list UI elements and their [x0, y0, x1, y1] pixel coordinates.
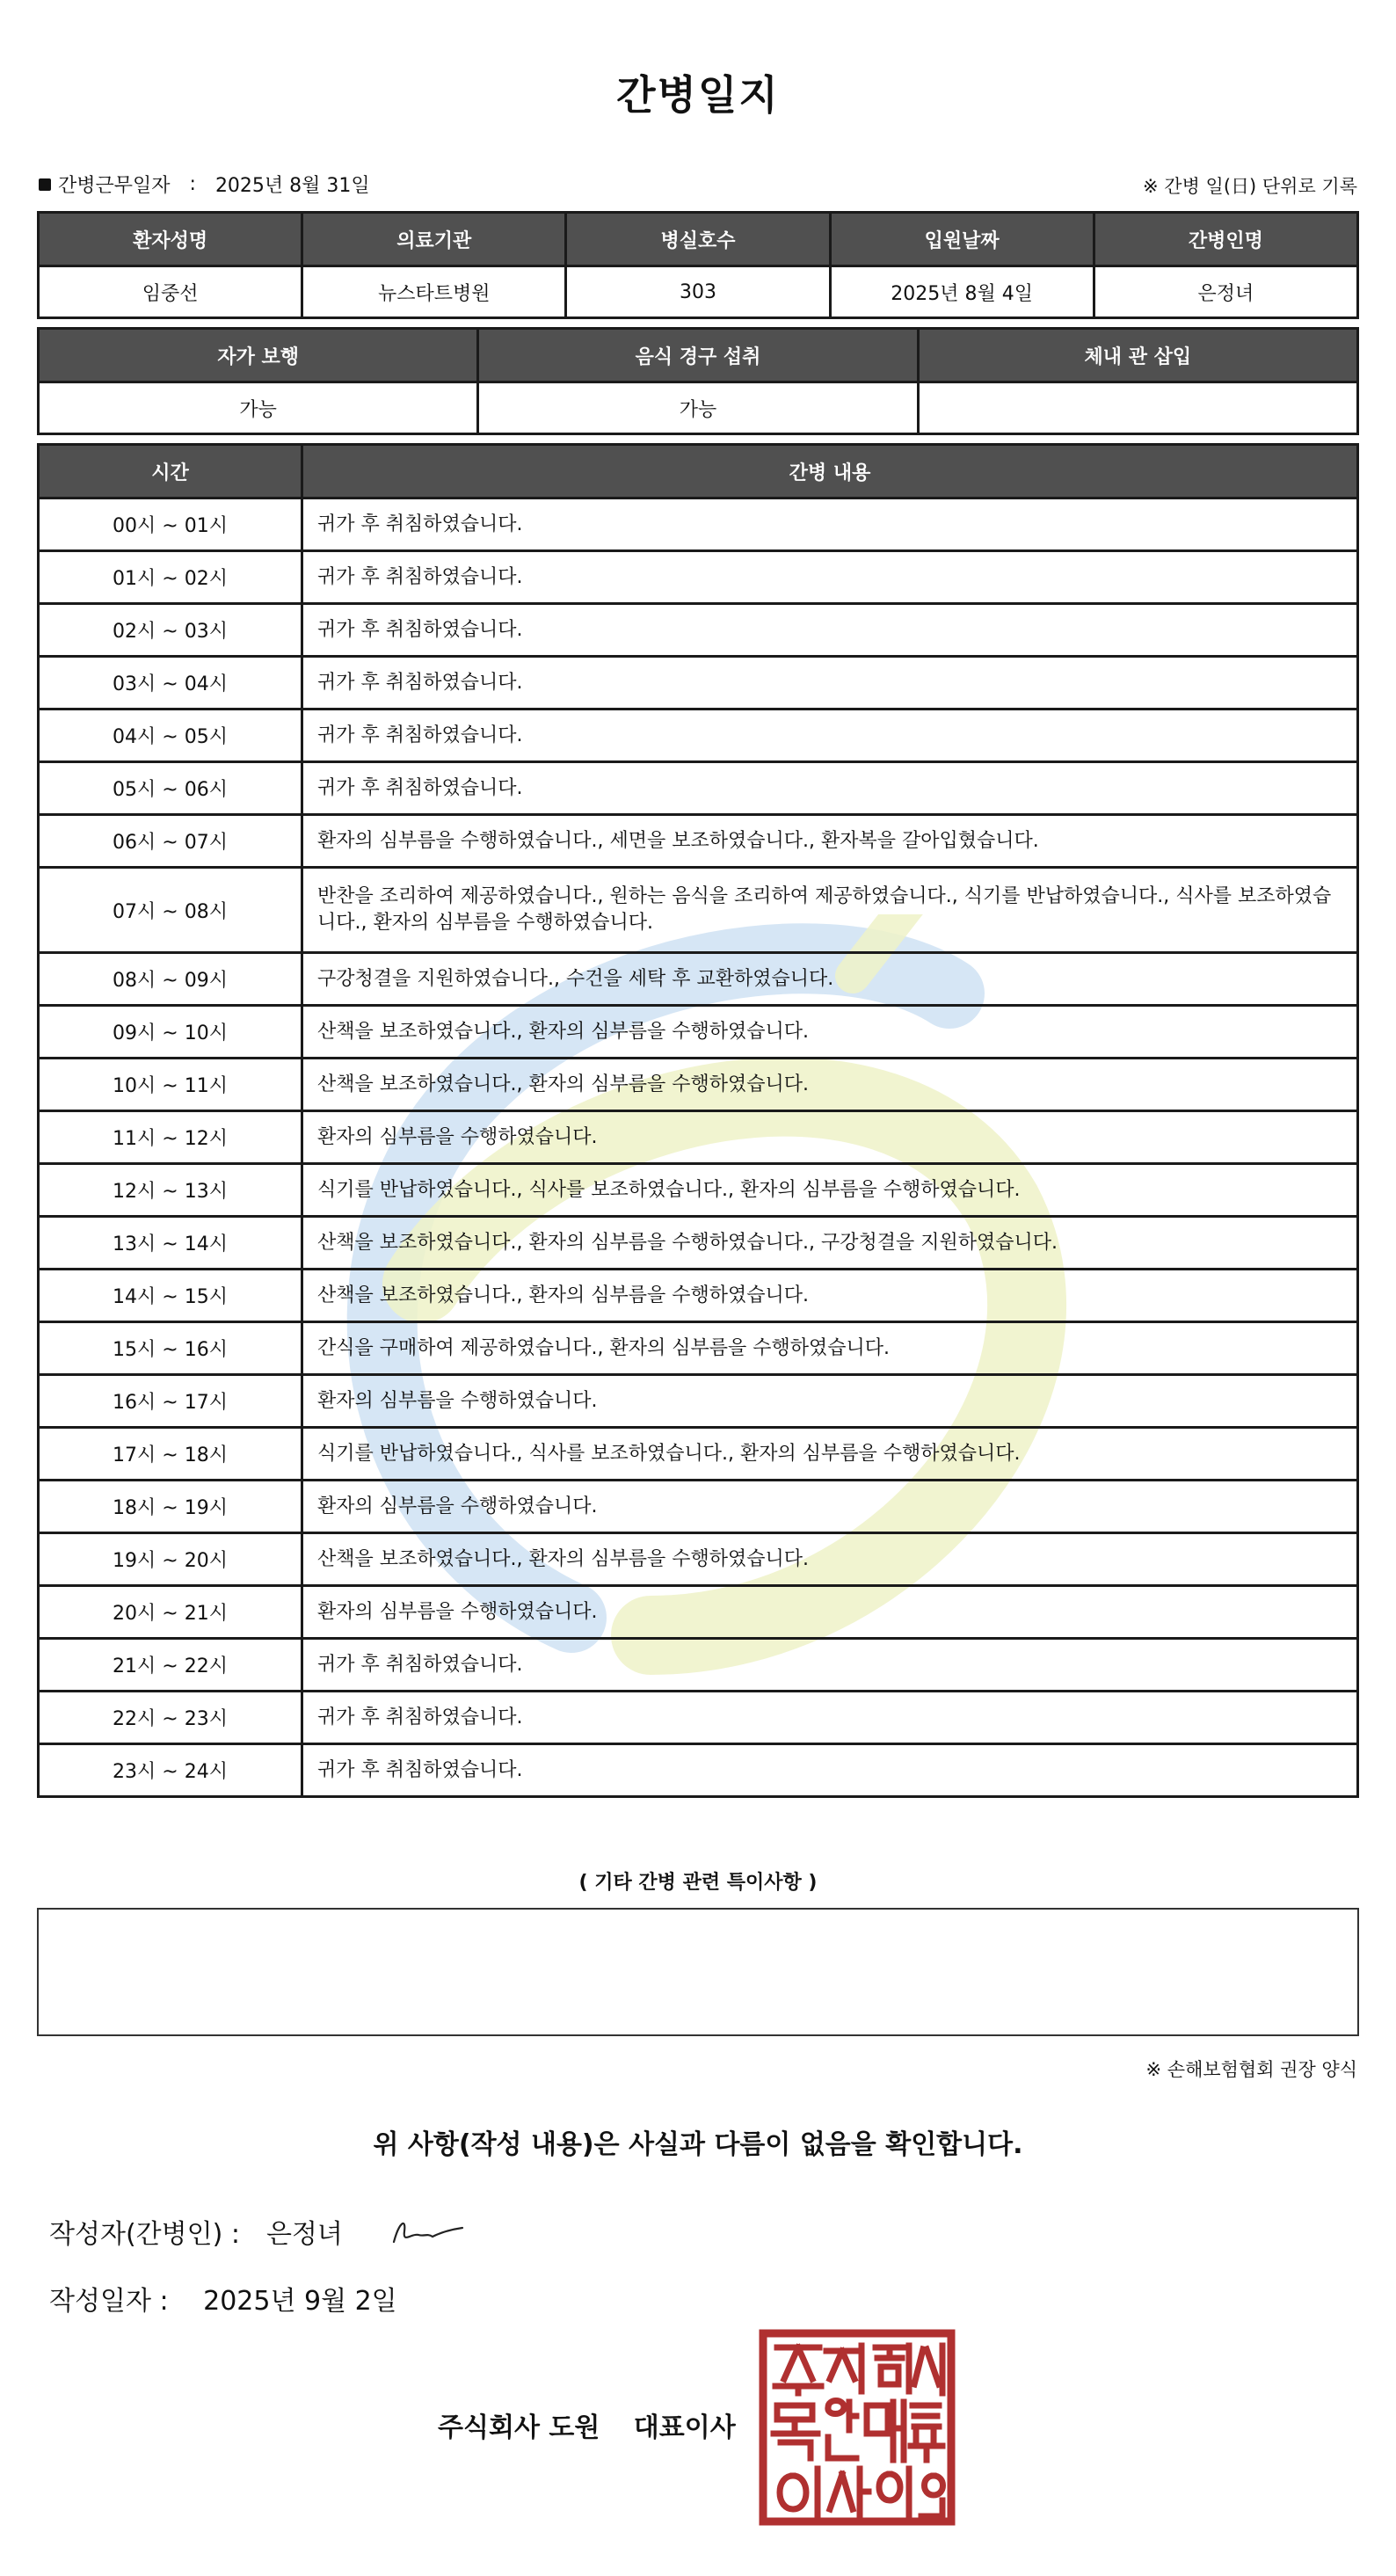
table-row: [39, 1270, 1358, 1322]
time-cell: 02시 ~ 03시: [39, 604, 302, 657]
time-cell: 18시 ~ 19시: [39, 1481, 302, 1533]
time-cell: 03시 ~ 04시: [39, 657, 302, 709]
table-row: [39, 1217, 1358, 1270]
header-caregiver: 간병인명: [1094, 213, 1357, 266]
header-hospital: 의료기관: [302, 213, 566, 266]
header-oral-intake: 음식 경구 섭취: [478, 329, 918, 382]
signature-icon: [389, 2214, 468, 2249]
hospital-name: 뉴스타트병원: [302, 266, 566, 318]
time-cell: 22시 ~ 23시: [39, 1692, 302, 1744]
content-cell: 식기를 반납하였습니다., 식사를 보조하였습니다., 환자의 심부름을 수행하였습니다.: [302, 1428, 1358, 1481]
time-cell: 05시 ~ 06시: [39, 762, 302, 815]
care-log-table: [37, 443, 1359, 1798]
header-tube-insertion: 체내 관 삽입: [918, 329, 1357, 382]
admission-date: 2025년 8월 4일: [830, 266, 1094, 318]
written-date-line: [49, 2279, 397, 2318]
time-cell: 00시 ~ 01시: [39, 498, 302, 551]
table-row: [39, 1006, 1358, 1059]
table-row: [39, 762, 1358, 815]
content-cell: 귀가 후 취침하였습니다.: [302, 604, 1358, 657]
special-notes-box: [37, 1908, 1359, 2036]
time-cell: 04시 ~ 05시: [39, 709, 302, 762]
table-row: [39, 1639, 1358, 1692]
table-row: [39, 604, 1358, 657]
content-cell: 환자의 심부름을 수행하였습니다.: [302, 1375, 1358, 1428]
header-time: 시간: [39, 445, 302, 498]
work-date-sep: :: [189, 173, 196, 195]
content-cell: 귀가 후 취침하였습니다.: [302, 657, 1358, 709]
header-room: 병실호수: [566, 213, 830, 266]
tube-insertion-value: [918, 382, 1357, 434]
table-row: [39, 953, 1358, 1006]
table-row: [39, 1375, 1358, 1428]
time-cell: 20시 ~ 21시: [39, 1586, 302, 1639]
patient-name: 임중선: [39, 266, 302, 318]
content-cell: 귀가 후 취침하였습니다.: [302, 551, 1358, 604]
time-cell: 07시 ~ 08시: [39, 868, 302, 953]
content-cell: 환자의 심부름을 수행하였습니다.: [302, 1111, 1358, 1164]
patient-status-table: [37, 327, 1359, 435]
content-cell: 구강청결을 지원하였습니다., 수건을 세탁 후 교환하였습니다.: [302, 953, 1358, 1006]
content-cell: 산책을 보조하였습니다., 환자의 심부름을 수행하였습니다.: [302, 1059, 1358, 1111]
writer-line: [49, 2212, 468, 2251]
content-cell: 산책을 보조하였습니다., 환자의 심부름을 수행하였습니다.: [302, 1270, 1358, 1322]
header-self-walking: 자가 보행: [39, 329, 478, 382]
time-cell: 19시 ~ 20시: [39, 1533, 302, 1586]
time-cell: 11시 ~ 12시: [39, 1111, 302, 1164]
content-cell: 산책을 보조하였습니다., 환자의 심부름을 수행하였습니다., 구강청결을 지원하였습니다.: [302, 1217, 1358, 1270]
header-care-content: 간병 내용: [302, 445, 1358, 498]
time-cell: 21시 ~ 22시: [39, 1639, 302, 1692]
company-line: [438, 2405, 736, 2444]
work-date-value: 2025년 8월 31일: [214, 175, 370, 197]
table-row: [39, 815, 1358, 868]
time-cell: 15시 ~ 16시: [39, 1322, 302, 1375]
table-row: [39, 551, 1358, 604]
table-row: [39, 1322, 1358, 1375]
table-row: [39, 1164, 1358, 1217]
time-cell: 08시 ~ 09시: [39, 953, 302, 1006]
table-row: [39, 1692, 1358, 1744]
self-walking-value: 가능: [39, 382, 478, 434]
table-row: [39, 1744, 1358, 1797]
writer-label: 작성자(간병인) :: [49, 2219, 240, 2250]
table-row: [39, 1059, 1358, 1111]
content-cell: 환자의 심부름을 수행하였습니다., 세면을 보조하였습니다., 환자복을 갈아입혔습니다.: [302, 815, 1358, 868]
content-cell: 귀가 후 취침하였습니다.: [302, 762, 1358, 815]
content-cell: 산책을 보조하였습니다., 환자의 심부름을 수행하였습니다.: [302, 1006, 1358, 1059]
table-row: [39, 498, 1358, 551]
content-cell: 간식을 구매하여 제공하였습니다., 환자의 심부름을 수행하였습니다.: [302, 1322, 1358, 1375]
unit-note: ※ 간병 일(日) 단위로 기록: [1143, 176, 1357, 197]
table-row: [39, 709, 1358, 762]
time-cell: 09시 ~ 10시: [39, 1006, 302, 1059]
writer-name: 은정녀: [265, 2219, 343, 2250]
table-row: [39, 868, 1358, 953]
time-cell: 01시 ~ 02시: [39, 551, 302, 604]
content-cell: 귀가 후 취침하였습니다.: [302, 1692, 1358, 1744]
company-name: 주식회사 도원: [438, 2412, 600, 2443]
content-cell: 환자의 심부름을 수행하였습니다.: [302, 1481, 1358, 1533]
time-cell: 12시 ~ 13시: [39, 1164, 302, 1217]
content-cell: 귀가 후 취침하였습니다.: [302, 709, 1358, 762]
content-cell: 환자의 심부름을 수행하였습니다.: [302, 1586, 1358, 1639]
work-date: [39, 171, 370, 198]
caregiver-name: 은정녀: [1094, 266, 1357, 318]
content-cell: 귀가 후 취침하였습니다.: [302, 1639, 1358, 1692]
time-cell: 23시 ~ 24시: [39, 1744, 302, 1797]
written-date-value: 2025년 9월 2일: [203, 2286, 397, 2317]
time-cell: 14시 ~ 15시: [39, 1270, 302, 1322]
content-cell: 반찬을 조리하여 제공하였습니다., 원하는 음식을 조리하여 제공하였습니다., 식기를 반납하였습니다., 식사를 보조하였습니다., 환자의 심부름을 수행하였습니다.: [302, 868, 1358, 953]
table-row: [39, 657, 1358, 709]
header-admission-date: 입원날짜: [830, 213, 1094, 266]
content-cell: 산책을 보조하였습니다., 환자의 심부름을 수행하였습니다.: [302, 1533, 1358, 1586]
page-title: 간병일지: [616, 71, 780, 119]
time-cell: 13시 ~ 14시: [39, 1217, 302, 1270]
patient-info-table: [37, 211, 1359, 319]
table-row: [39, 1533, 1358, 1586]
room-number: 303: [566, 266, 830, 318]
time-cell: 16시 ~ 17시: [39, 1375, 302, 1428]
content-cell: 귀가 후 취침하였습니다.: [302, 1744, 1358, 1797]
table-row: [39, 1586, 1358, 1639]
header-patient-name: 환자성명: [39, 213, 302, 266]
table-row: [39, 1428, 1358, 1481]
time-cell: 17시 ~ 18시: [39, 1428, 302, 1481]
work-date-label: 간병근무일자: [58, 175, 171, 197]
oral-intake-value: 가능: [478, 382, 918, 434]
company-seal-icon: [758, 2328, 956, 2527]
recommend-note: ※ 손해보험협회 권장 양식: [1145, 2059, 1357, 2080]
content-cell: 귀가 후 취침하였습니다.: [302, 498, 1358, 551]
table-row: [39, 1481, 1358, 1533]
special-notes-title: ( 기타 간병 관련 특이사항 ): [578, 1872, 818, 1894]
time-cell: 10시 ~ 11시: [39, 1059, 302, 1111]
company-role: 대표이사: [633, 2412, 736, 2443]
content-cell: 식기를 반납하였습니다., 식사를 보조하였습니다., 환자의 심부름을 수행하였습니다.: [302, 1164, 1358, 1217]
table-row: [39, 1111, 1358, 1164]
bullet-square-icon: [39, 178, 51, 191]
time-cell: 06시 ~ 07시: [39, 815, 302, 868]
confirmation-statement: 위 사항(작성 내용)은 사실과 다름이 없음을 확인합니다.: [373, 2129, 1023, 2160]
written-date-label: 작성일자 :: [49, 2286, 169, 2317]
